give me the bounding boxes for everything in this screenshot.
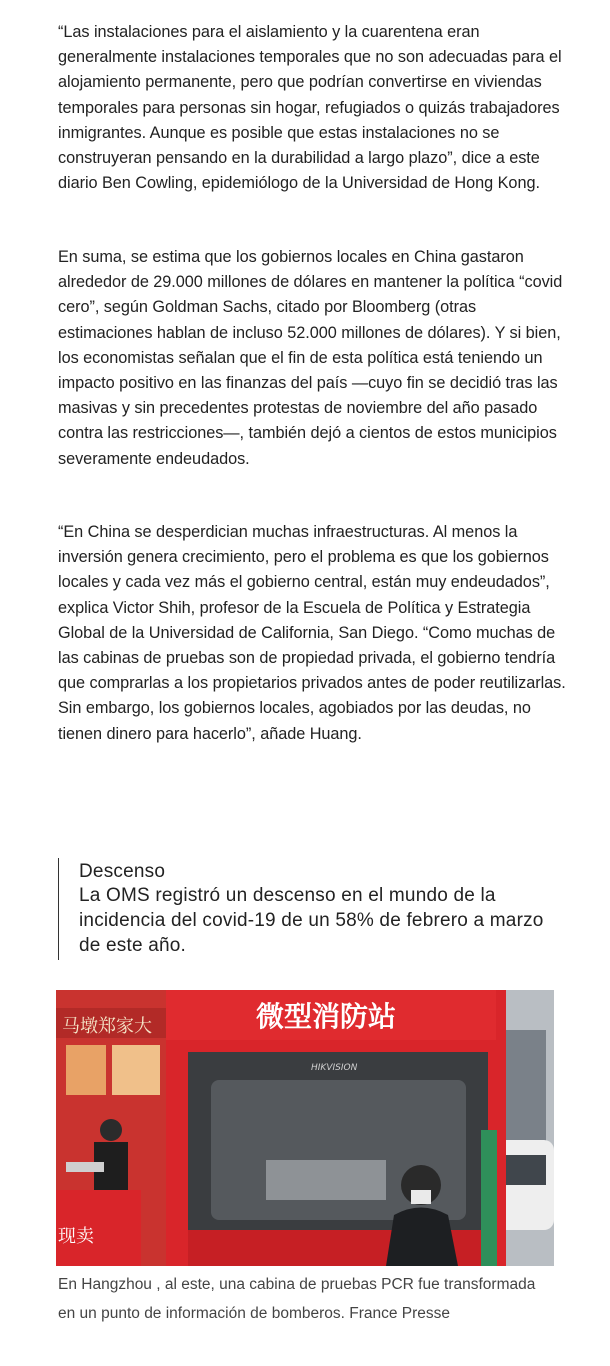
shop-sign-text: 马墩郑家大 [62, 1016, 152, 1037]
article-paragraph-1: “Las instalaciones para el aislamiento y la cuarentena eran generalmente instalaciones temporales que no son adecuadas para el alojamiento permanente, pero que podrían convertirse en viviendas temporales para personas sin hogar, refugiados o quizás trabajadores inmigrantes. Aunque es posible que estas instalaciones no se construyeran pensando en la durabilidad a largo plazo”, dice a este diario Ben Cowling, epidemiólogo de la Universidad de Hong Kong. [58, 23, 562, 193]
booth-brand-text: HIKVISION [311, 1063, 358, 1073]
highlight-text: La OMS registró un descenso en el mundo de la incidencia del covid-19 de un 58% de febrero a marzo de este año. [79, 885, 544, 956]
pcr-booth-illustration [56, 990, 554, 1266]
article-photo [56, 990, 554, 1266]
shop-counter-text: 现卖 [58, 1226, 94, 1247]
highlight-title: Descenso [79, 861, 166, 882]
article-paragraph-2: En suma, se estima que los gobiernos locales en China gastaron alrededor de 29.000 millones de dólares en mantener la política “covid cero”, según Goldman Sachs, citado por Bloomberg (otras estimaciones hablan de incluso 52.000 millones de dólares). Y si bien, los economistas señalan que el fin de esta política está teniendo un impacto positivo en las finanzas del país —cuyo fin se decidió tras las masivas y sin precedentes protestas de noviembre del año pasado contra las restricciones—, también dejó a cientos de estos municipios severamente endeudados. [58, 248, 563, 468]
article-paragraph-3: “En China se desperdician muchas infraestructuras. Al menos la inversión genera crecimiento, pero el problema es que los gobiernos locales y cada vez más el gobierno central, están muy endeudados”, explica Victor Shih, profesor de la Escuela de Política y Estrategia Global de la Universidad de California, San Diego. “Como muchas de las cabinas de pruebas son de propiedad privada, el gobierno tendría que comprarlas a los propietarios privados antes de poder reutilizarlas. Sin embargo, los gobiernos locales, agobiados por las deudas, no tienen dinero para hacerlo”, añade Huang. [58, 523, 566, 743]
highlight-quote [58, 858, 558, 960]
booth-sign-text: 微型消防站 [255, 1000, 397, 1033]
photo-caption: En Hangzhou , al este, una cabina de pruebas PCR fue transformada en un punto de información de bomberos. France Presse [58, 1276, 536, 1322]
